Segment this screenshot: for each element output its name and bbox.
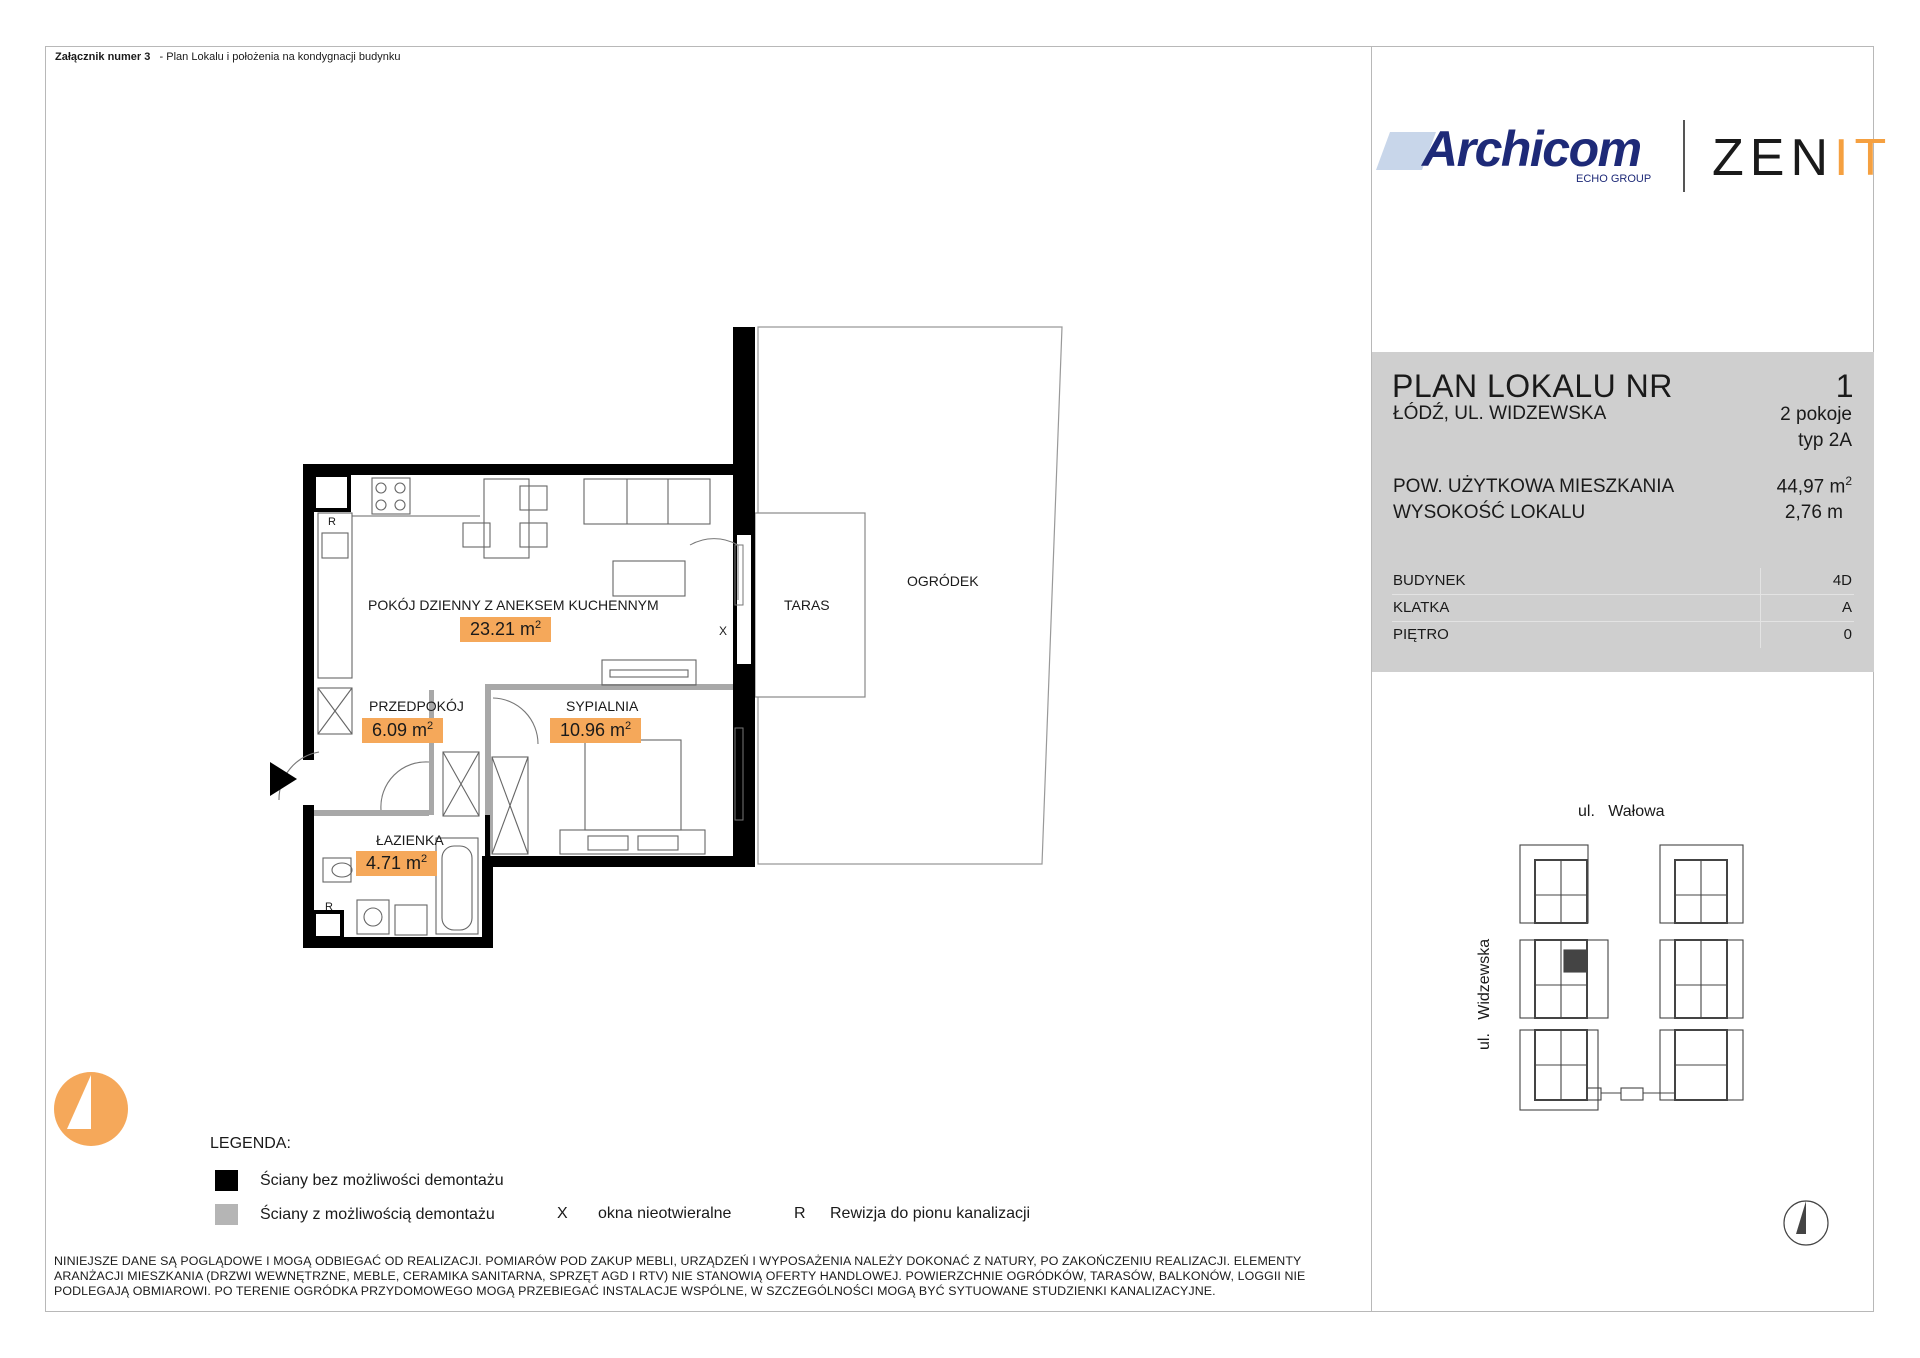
plan-address: ŁÓDŹ, UL. WIDZEWSKA <box>1393 403 1607 424</box>
building-label: BUDYNEK <box>1393 572 1466 589</box>
bathroom-area-sup: 2 <box>421 853 428 865</box>
legend-fixed-text: okna nieotwieralne <box>598 1205 732 1222</box>
revision-marker: R <box>328 516 336 528</box>
height-value: 2,76 m <box>1784 502 1843 523</box>
legend-partition-text: Ściany z możliwością demontażu <box>260 1206 495 1223</box>
legend-title: LEGENDA: <box>210 1135 291 1152</box>
bathroom-area-value: 4.71 m <box>366 853 422 873</box>
archicom-subtitle: ECHO GROUP <box>1576 173 1652 185</box>
floor-value: 0 <box>1843 626 1852 643</box>
building-value: 4D <box>1832 572 1852 589</box>
living-room-label: POKÓJ DZIENNY Z ANEKSEM KUCHENNYM <box>368 597 659 613</box>
terrace-label: TARAS <box>784 597 830 613</box>
bedroom-label: SYPIALNIA <box>566 698 639 714</box>
hall-label: PRZEDPOKÓJ <box>369 698 464 714</box>
compass-icon <box>53 1071 129 1147</box>
hall-area-sup: 2 <box>427 720 434 732</box>
living-room-area-value: 23.21 m <box>470 619 536 639</box>
hall-area <box>362 718 443 743</box>
legend-structural-text: Ściany bez możliwości demontażu <box>260 1172 504 1189</box>
legend-revision-text: Rewizja do pionu kanalizacji <box>830 1205 1031 1222</box>
plan-rooms: 2 pokoje <box>1780 404 1852 425</box>
zenit-wordmark-b: IT <box>1834 129 1893 187</box>
bedroom-area <box>550 718 641 743</box>
street-widzewska-label <box>1476 938 1496 1060</box>
street-widzewska-text: ul. Widzewska <box>1476 938 1493 1050</box>
usable-area-number: 44,97 m <box>1776 476 1846 498</box>
site-plan <box>1500 835 1760 1125</box>
fixed-window-marker: X <box>719 624 728 638</box>
height-label: WYSOKOŚĆ LOKALU <box>1393 502 1586 523</box>
bathroom-area <box>356 851 437 876</box>
living-room-area <box>460 617 551 642</box>
living-room-area-sup: 2 <box>535 619 542 631</box>
floor-label: PIĘTRO <box>1393 626 1449 643</box>
small-compass-icon <box>1781 1198 1831 1248</box>
street-walowa-label: ul. Wałowa <box>1578 803 1665 820</box>
plan-title: PLAN LOKALU NR <box>1392 368 1673 404</box>
stairwell-value: A <box>1841 599 1852 616</box>
entrance-arrow-icon <box>270 762 297 796</box>
usable-area-label: POW. UŻYTKOWA MIESZKANIA <box>1393 476 1675 497</box>
bedroom-area-value: 10.96 m <box>560 720 626 740</box>
bedroom-area-sup: 2 <box>625 720 632 732</box>
archicom-wordmark: Archicom <box>1422 121 1641 177</box>
disclaimer: NINIEJSZE DANE SĄ POGLĄDOWE I MOGĄ ODBIEGAĆ OD REALIZACJI. POMIARÓW POD ZAKUP MEBLI, URZĄDZEŃ I WYPOSAŻENIA NALEŻY DOKONAĆ Z NATURY, PO ZAKOŃCZENIU REALIZACJI. ELEMENTY ARANŻACJI MIESZKANIA (DRZWI WEWNĘTRZNE, MEBLE, CERAMIKA SANITARNA, SPRZĘT AGD I RTV) NIE STANOWIĄ OFERTY HANDLOWEJ. POWIERZCHNIE OGRÓDKÓW, TARASÓW, BALKONÓW, LOGGII NIE PODLEGAJĄ OBMIAROWI. PO TERENIE OGRÓDKA PRZYDOMOWEGO MOGĄ PRZEBIEGAĆ INSTALACJE WSPÓLNE, W SZCZEGÓLNOŚCI MOGĄ BYĆ SYTUOWANE STUDZIENKI KANALIZACYJNE. <box>54 1254 1306 1298</box>
hall-area-value: 6.09 m <box>372 720 428 740</box>
usable-area-unit-sup: 2 <box>1845 474 1852 488</box>
legend-revision-marker: R <box>794 1205 806 1222</box>
revision-marker: R <box>325 901 333 913</box>
plan-type: typ 2A <box>1798 430 1852 451</box>
legend-fixed-marker: X <box>557 1205 568 1222</box>
legend-swatch-partition <box>215 1204 238 1225</box>
bathroom-label: ŁAZIENKA <box>376 832 444 848</box>
legend-swatch-structural <box>215 1170 238 1191</box>
stairwell-label: KLATKA <box>1393 599 1450 616</box>
annex-description: - Plan Lokalu i położenia na kondygnacji budynku <box>159 51 401 63</box>
plan-number: 1 <box>1835 368 1854 404</box>
annex-label: Załącznik numer 3 <box>55 51 151 63</box>
zenit-wordmark-a: ZEN <box>1712 129 1834 187</box>
garden-label: OGRÓDEK <box>907 573 979 589</box>
